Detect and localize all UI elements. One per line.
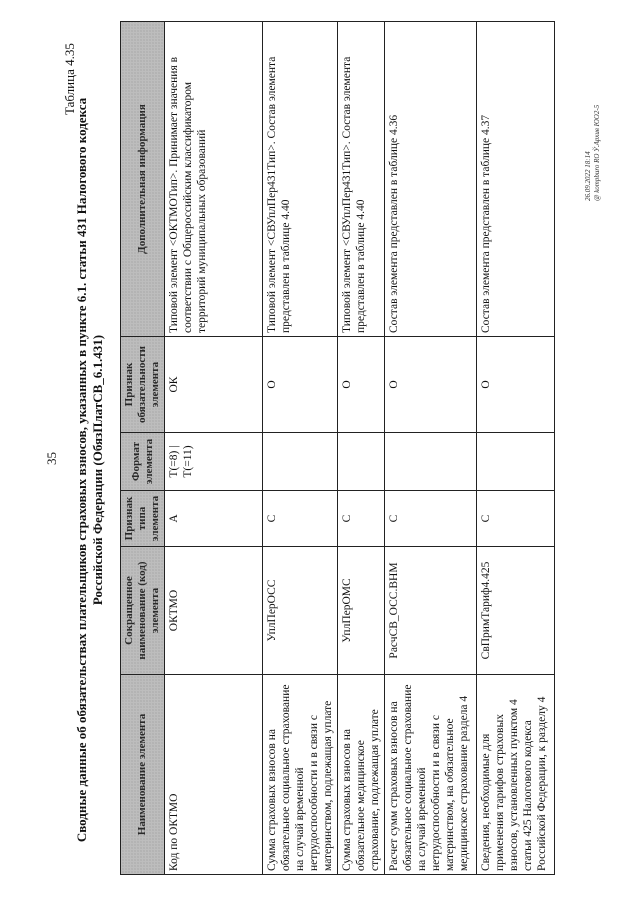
cell-required: О: [477, 337, 555, 433]
cell-format: [263, 433, 338, 491]
cell-code: ОКТМО: [165, 547, 263, 675]
cell-info: Состав элемента представлен в таблице 4.37: [477, 22, 555, 337]
cell-required: О: [338, 337, 385, 433]
cell-code: СвПримТариф4.425: [477, 547, 555, 675]
col-header-format: Формат элемента: [121, 433, 165, 491]
cell-format: T(=8) | T(=11): [165, 433, 263, 491]
cell-type: А: [165, 491, 263, 547]
cell-info: Состав элемента представлен в таблице 4.36: [385, 22, 477, 337]
cell-required: О: [263, 337, 338, 433]
cell-info: Типовой элемент <СВУплПер431Тип>. Состав элемента представлен в таблице 4.40: [338, 22, 385, 337]
col-header-required: Признак обязательности элемента: [121, 337, 165, 433]
stamp-source: @ kompburo RO Ў.Архив ЮО2-5: [593, 104, 601, 201]
cell-name: Сумма страховых взносов на обязательное медицинское страхование, подлежащая уплате: [338, 675, 385, 875]
cell-format: [385, 433, 477, 491]
cell-type: С: [338, 491, 385, 547]
cell-required: О: [385, 337, 477, 433]
cell-info: Типовой элемент <СВУплПер431Тип>. Состав элемента представлен в таблице 4.40: [263, 22, 338, 337]
print-stamp: [584, 105, 602, 201]
col-header-name: Наименование элемента: [121, 675, 165, 875]
cell-type: С: [263, 491, 338, 547]
col-header-info: Дополнительная информация: [121, 22, 165, 337]
cell-code: РасчСВ_ОСС.ВНМ: [385, 547, 477, 675]
cell-type: С: [385, 491, 477, 547]
cell-code: УплПерОМС: [338, 547, 385, 675]
cell-required: ОК: [165, 337, 263, 433]
table-title: [74, 65, 106, 875]
stamp-datetime: 26.09.2022 18:14: [584, 151, 592, 201]
cell-name: Код по ОКТМО: [165, 675, 263, 875]
page-number: 35: [44, 452, 59, 465]
cell-type: С: [477, 491, 555, 547]
title-line-2: Российской Федерации (ОбязПлатСВ_6.1.431): [90, 334, 105, 606]
cell-name: Сумма страховых взносов на обязательное социальное страхование на случай временной нетрудоспособности и в связи с материнством, подлежащая уплате: [263, 675, 338, 875]
col-header-code: Сокращенное наименование (код) элемента: [121, 547, 165, 675]
col-header-type: Признак типа элемента: [121, 491, 165, 547]
cell-name: Расчет сумм страховых взносов на обязательное социальное страхование на случай временной нетрудоспособности и в связи с материнством, на обязательное медицинское страхование раздела 4: [385, 675, 477, 875]
table-row: [385, 22, 477, 875]
table-row: [165, 22, 263, 875]
table-row: [263, 22, 338, 875]
cell-format: [338, 433, 385, 491]
cell-name: Сведения, необходимые для применения тарифов страховых взносов, установленных пунктом 4 статьи 425 Налогового кодекса Российской Федерации, к разделу 4: [477, 675, 555, 875]
elements-table: [120, 21, 555, 875]
cell-format: [477, 433, 555, 491]
table-row: [477, 22, 555, 875]
cell-info: Типовой элемент <ОКТМОТип>. Принимает значения в соответствии с Общероссийским классификатором территорий муниципальных образований: [165, 22, 263, 337]
table-row: [338, 22, 385, 875]
cell-code: УплПерОСС: [263, 547, 338, 675]
table-header-row: [121, 22, 165, 875]
title-line-1: Сводные данные об обязательствах плательщиков страховых взносов, указанных в пункте 6.1. статьи 431 Налогового кодекса: [74, 97, 89, 843]
table-number: Таблица 4.35: [62, 43, 77, 115]
